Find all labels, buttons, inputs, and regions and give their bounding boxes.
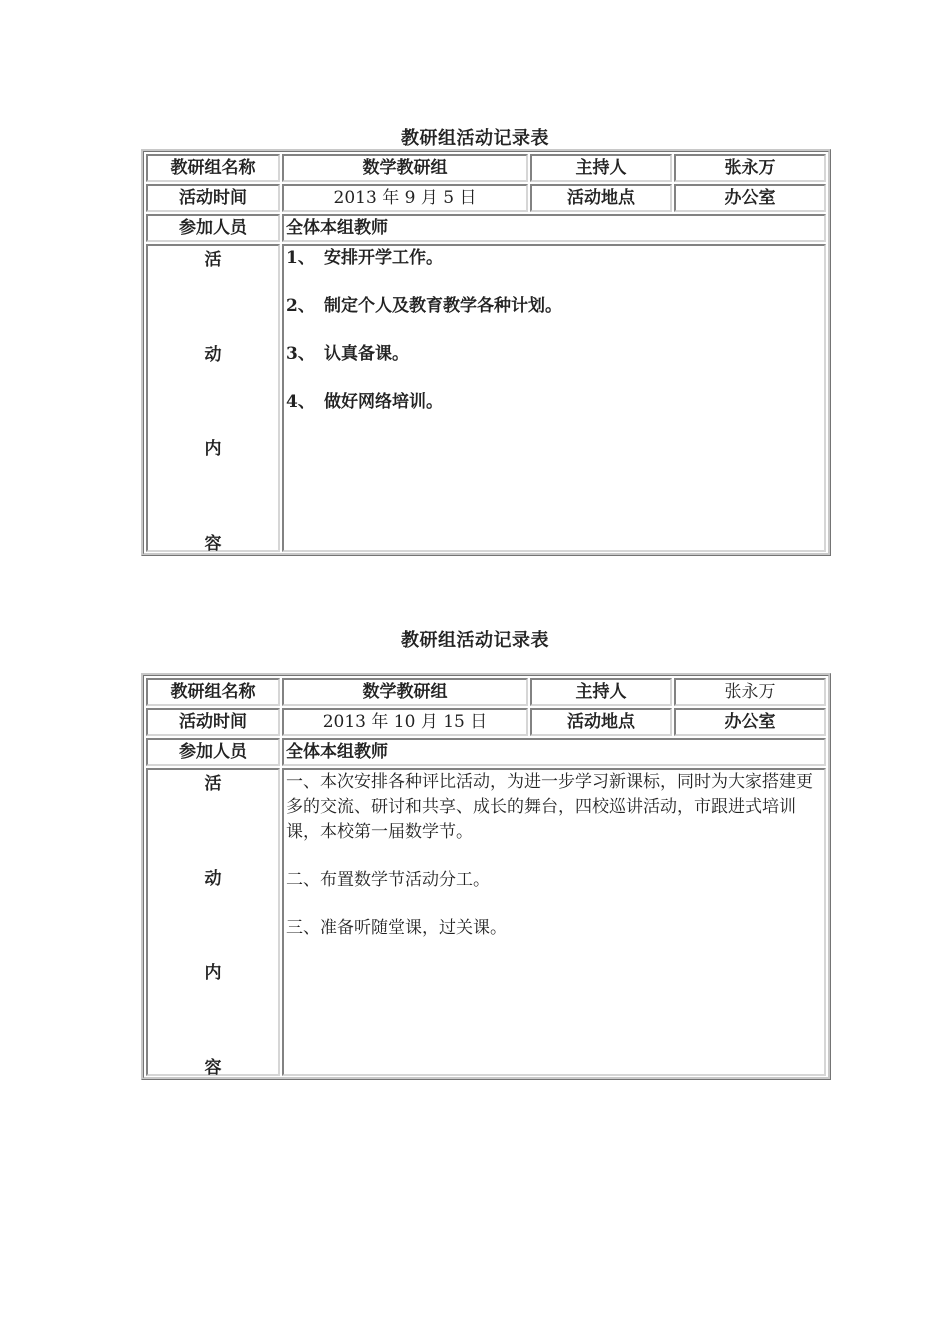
- place-label: 活动地点: [530, 184, 672, 212]
- content-cell: [282, 768, 826, 1076]
- group-name-label: 教研组名称: [146, 154, 280, 182]
- record-table: [141, 673, 831, 1080]
- group-name-value: 数学教研组: [282, 154, 528, 182]
- content-label-char: 内: [204, 963, 222, 983]
- content-item: 二、布置数学节活动分工。: [286, 870, 490, 890]
- content-label-char: 动: [204, 869, 222, 889]
- content-item: 一、本次安排各种评比活动，为进一步学习新课标，同时为大家搭建更多的交流、研讨和共享、成长的舞台，四校巡讲活动，市跟进式培训课，本校第一届数学节。: [286, 772, 813, 842]
- time-label: 活动时间: [146, 184, 280, 212]
- host-label: 主持人: [530, 154, 672, 182]
- record-title: 教研组活动记录表: [401, 128, 549, 149]
- group-name-value: 数学教研组: [282, 678, 528, 706]
- participants-label: 参加人员: [146, 214, 280, 242]
- time-label: 活动时间: [146, 708, 280, 736]
- host-value: 张永万: [674, 678, 826, 706]
- content-label-char: 容: [204, 1058, 222, 1078]
- content-label-char: 活: [204, 250, 222, 270]
- content-item: 4、 做好网络培训。: [286, 392, 443, 412]
- content-item: 1、 安排开学工作。: [286, 248, 443, 268]
- host-label: 主持人: [530, 678, 672, 706]
- place-value: 办公室: [674, 184, 826, 212]
- content-label: [146, 244, 280, 552]
- content-label-char: 内: [204, 439, 222, 459]
- content-label-char: 活: [204, 774, 222, 794]
- record-table: [141, 149, 831, 556]
- content-label-char: 容: [204, 534, 222, 554]
- group-name-label: 教研组名称: [146, 678, 280, 706]
- content-item: 3、 认真备课。: [286, 344, 409, 364]
- host-value: 张永万: [674, 154, 826, 182]
- content-item: 2、 制定个人及教育教学各种计划。: [286, 296, 562, 316]
- record-title: 教研组活动记录表: [401, 630, 549, 651]
- content-cell: [282, 244, 826, 552]
- participants-label: 参加人员: [146, 738, 280, 766]
- participants-value: 全体本组教师: [282, 738, 826, 766]
- participants-value: 全体本组教师: [282, 214, 826, 242]
- time-value: 2013 年 10 月 15 日: [282, 708, 528, 736]
- content-label: [146, 768, 280, 1076]
- place-value: 办公室: [674, 708, 826, 736]
- time-value: 2013 年 9 月 5 日: [282, 184, 528, 212]
- content-item: 三、准备听随堂课，过关课。: [286, 918, 507, 938]
- content-label-char: 动: [204, 345, 222, 365]
- place-label: 活动地点: [530, 708, 672, 736]
